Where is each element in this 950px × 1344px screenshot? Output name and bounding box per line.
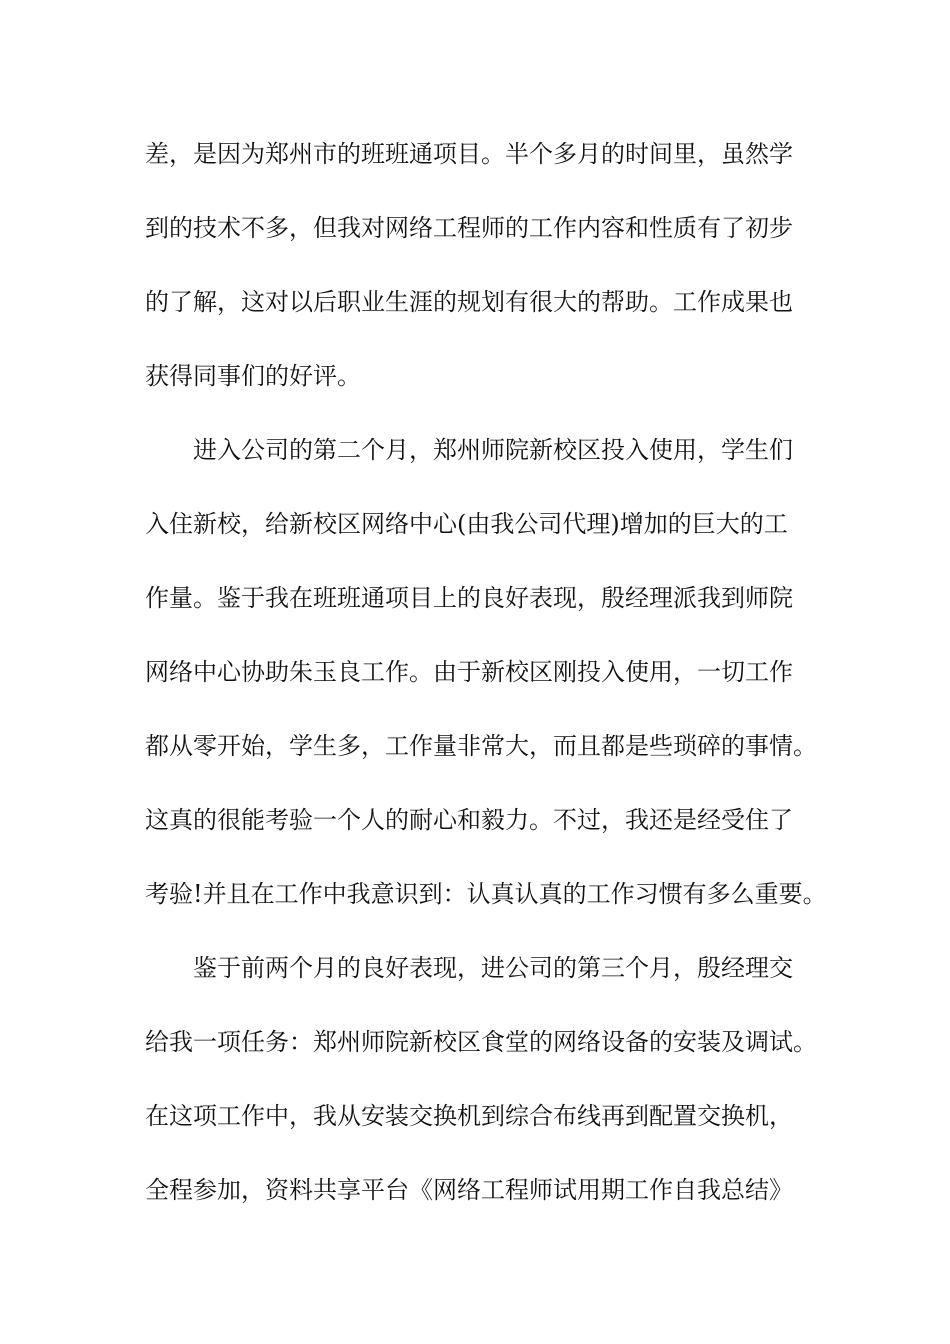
paragraph-start-line: 进入公司的第二个月，郑州师院新校区投入使用，学生们 xyxy=(193,436,793,464)
text-line: 在这项工作中，我从安装交换机到综合布线再到配置交换机， xyxy=(145,1102,793,1130)
paragraph-start-line: 鉴于前两个月的良好表现，进公司的第三个月，殷经理交 xyxy=(193,954,793,982)
text-line: 入住新校，给新校区网络中心(由我公司代理)增加的巨大的工 xyxy=(145,510,788,538)
text-line: 网络中心协助朱玉良工作。由于新校区刚投入使用，一切工作 xyxy=(145,658,793,686)
text-line: 的了解，这对以后职业生涯的规划有很大的帮助。工作成果也 xyxy=(145,288,793,316)
text-line: 考验!并且在工作中我意识到：认真认真的工作习惯有多么重要。 xyxy=(145,880,827,908)
text-line: 作量。鉴于我在班班通项目上的良好表现，殷经理派我到师院 xyxy=(145,584,793,612)
text-line: 都从零开始，学生多，工作量非常大，而且都是些琐碎的事情。 xyxy=(145,732,817,760)
body-text xyxy=(145,130,825,1240)
text-line: 给我一项任务：郑州师院新校区食堂的网络设备的安装及调试。 xyxy=(145,1028,817,1056)
text-line: 获得同事们的好评。 xyxy=(145,362,361,390)
text-line: 差，是因为郑州市的班班通项目。半个多月的时间里，虽然学 xyxy=(145,140,793,168)
text-line: 全程参加，资料共享平台《网络工程师试用期工作自我总结》 xyxy=(145,1176,793,1204)
text-line: 到的技术不多，但我对网络工程师的工作内容和性质有了初步 xyxy=(145,214,793,242)
text-line: 这真的很能考验一个人的耐心和毅力。不过，我还是经受住了 xyxy=(145,806,793,834)
